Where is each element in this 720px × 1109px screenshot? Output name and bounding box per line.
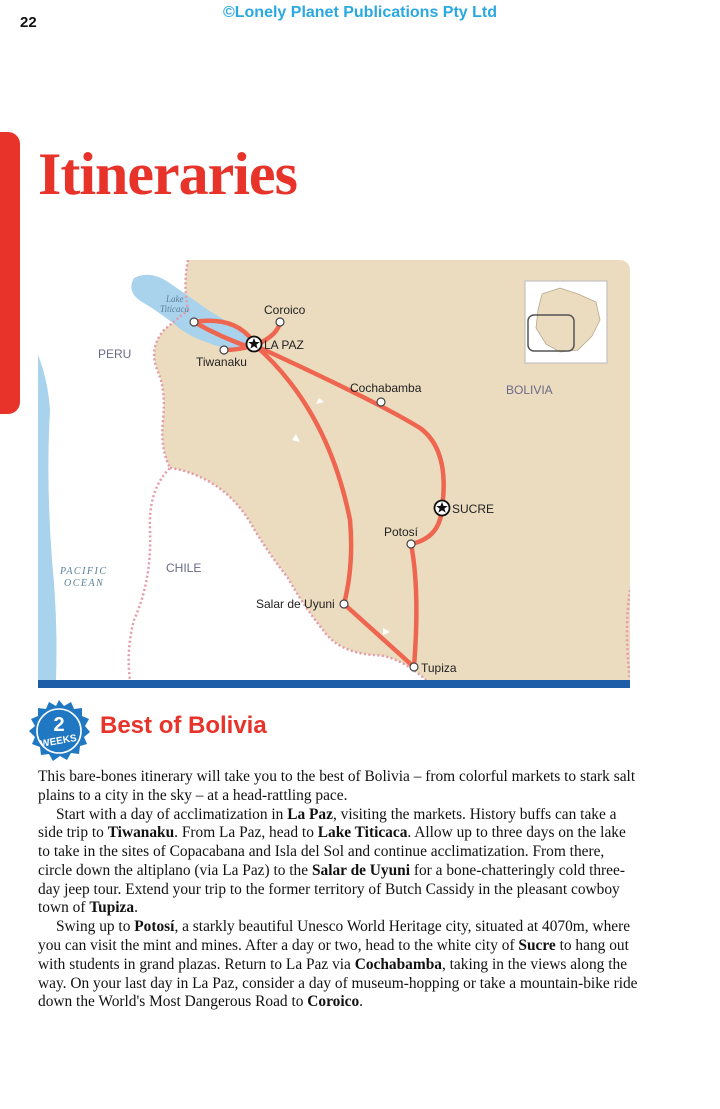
copyright-notice: ©Lonely Planet Publications Pty Ltd <box>222 4 498 21</box>
label-ocean-line2: OCEAN <box>64 578 105 589</box>
place-coroico: Coroico <box>307 993 360 1011</box>
coroico-marker <box>276 318 284 326</box>
label-bolivia: BOLIVIA <box>506 383 553 397</box>
label-chile: CHILE <box>166 561 202 575</box>
paragraph-return <box>38 918 638 1012</box>
place-cochabamba: Cochabamba <box>354 955 442 973</box>
sucre-capital <box>435 501 450 516</box>
label-ocean-line1: PACIFIC <box>60 566 108 577</box>
label-sucre: SUCRE <box>452 502 495 516</box>
section-tab <box>0 132 20 414</box>
itinerary-map <box>38 260 630 688</box>
map-bottom-rule <box>38 680 630 688</box>
text-run: . From La Paz, head to <box>174 824 318 842</box>
place-potosi: Potosí <box>134 918 175 936</box>
text-run: Swing up to <box>56 918 135 936</box>
paragraph-intro: This bare-bones itinerary will take you to the best of Bolivia – from colorful markets to stark salt plains to a city in the sky – at a head-rattling pace. <box>38 768 636 804</box>
label-tiwanaku: Tiwanaku <box>196 355 247 369</box>
place-salar-de-uyuni: Salar de Uyuni <box>311 861 411 879</box>
text-run: for a bone-chatteringly cold three-day jeep tour. Extend your trip to the former territory of Butch Cassidy in the pleasant cowboy town of <box>38 861 625 917</box>
la-paz-capital <box>247 337 262 352</box>
place-la-paz: La Paz <box>287 805 333 823</box>
label-cochabamba: Cochabamba <box>350 381 422 395</box>
text-run: . <box>359 993 364 1011</box>
salar-marker <box>340 600 348 608</box>
duration-badge <box>26 698 92 764</box>
paragraph-route <box>38 806 638 919</box>
label-potosi: Potosí <box>384 525 419 539</box>
text-run: Start with a day of acclimatization in <box>56 805 288 823</box>
map-svg <box>38 260 630 688</box>
itinerary-title: Best of Bolivia <box>100 712 267 739</box>
badge-unit: WEEKS <box>39 732 78 751</box>
place-tupiza: Tupiza <box>89 899 135 917</box>
label-tupiza: Tupiza <box>421 661 457 675</box>
text-run: to hang out with students in grand plazas. Return to La Paz via <box>38 937 629 973</box>
label-peru: PERU <box>98 347 132 361</box>
label-la-paz: LA PAZ <box>264 338 304 352</box>
text-run: . <box>134 899 138 917</box>
titicaca-marker <box>190 318 198 326</box>
page-title: Itineraries <box>38 141 297 207</box>
cochabamba-marker <box>377 398 385 406</box>
place-tiwanaku: Tiwanaku <box>107 824 175 842</box>
badge-number: 2 <box>53 714 65 736</box>
label-salar: Salar de Uyuni <box>256 597 335 611</box>
page-number: 22 <box>20 14 37 31</box>
itinerary-description <box>38 768 638 1012</box>
potosi-marker <box>407 540 415 548</box>
label-lake-line1: Lake <box>166 294 184 304</box>
text-run: , taking in the views along the way. On your last day in La Paz, consider a day of museum-hopping or take a mountain-bike ride down the World's Most Dangerous Road to <box>38 955 638 1011</box>
label-lake-line2: Titicaca <box>160 304 189 314</box>
place-lake-titicaca: Lake Titicaca <box>317 824 408 842</box>
text-run: . Allow up to three days on the lake to take in the sites of Copacabana and Isla del Sol and continue acclimatization. From there, circle down the altiplano (via La Paz) to the <box>38 824 626 879</box>
place-sucre: Sucre <box>518 937 556 955</box>
text-run: , visiting the markets. History buffs can take a side trip to <box>38 805 617 842</box>
text-run: , a starkly beautiful Unesco World Heritage city, situated at 4070m, where you can visit the mint and mines. After a day or two, head to the white city of <box>38 918 631 955</box>
tiwanaku-marker <box>220 346 228 354</box>
tupiza-marker <box>410 663 418 671</box>
label-coroico: Coroico <box>264 303 306 317</box>
